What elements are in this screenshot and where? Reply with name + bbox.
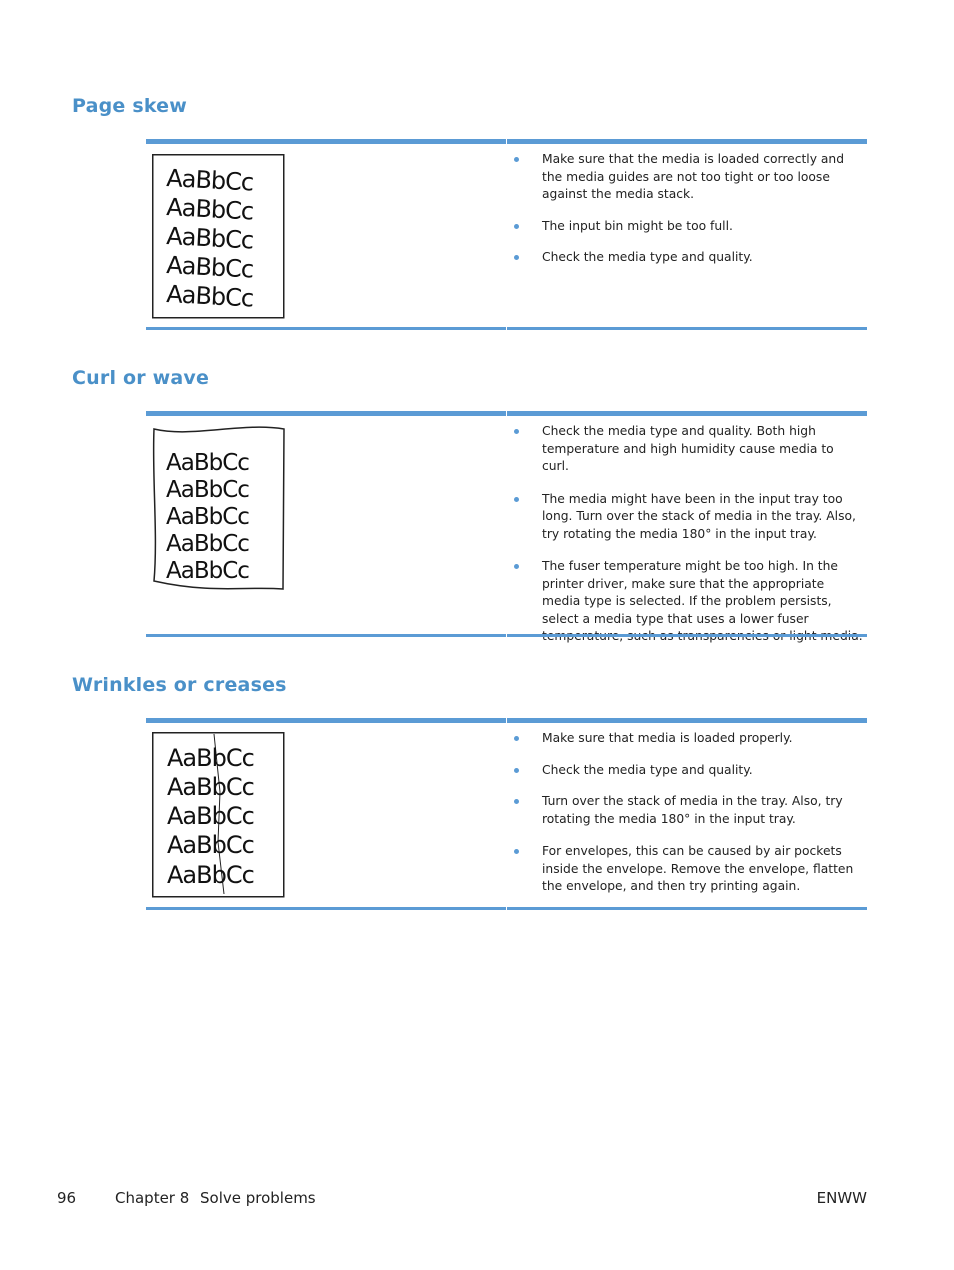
- sample-text-line: AaBbCc: [167, 802, 254, 830]
- section-title-wrinkles-or-creases: Wrinkles or creases: [72, 674, 287, 696]
- table-bottom-rule: [146, 907, 867, 910]
- sample-text-line: AaBbCc: [166, 504, 249, 530]
- footer-chapter-title: Solve problems: [200, 1189, 316, 1207]
- list-item: For envelopes, this can be caused by air pockets inside the envelope. Remove the envelope, flatten the envelope, and then try printing again.: [512, 843, 864, 896]
- table-top-rule: [146, 411, 867, 416]
- sample-text-line: AaBbCc: [165, 251, 254, 284]
- page-skew-sample-image: [152, 154, 286, 324]
- section-title-page-skew: Page skew: [72, 95, 188, 117]
- sample-text-line: AaBbCc: [167, 744, 254, 772]
- table-top-rule: [146, 139, 867, 144]
- footer-chapter: Chapter 8: [115, 1189, 190, 1207]
- list-item: Check the media type and quality. Both high temperature and high humidity cause media to curl.: [512, 423, 864, 476]
- curl-or-wave-table: [146, 411, 867, 639]
- page-skew-bullet-list: [512, 151, 864, 267]
- wrinkles-or-creases-sample-image: [152, 732, 286, 904]
- list-item: Turn over the stack of media in the tray. Also, try rotating the media 180° in the input tray.: [512, 793, 864, 828]
- table-bottom-rule: [146, 634, 867, 637]
- curl-or-wave-bullet-list: [512, 423, 864, 646]
- list-item: Check the media type and quality.: [512, 762, 864, 780]
- sample-text-line: AaBbCc: [166, 450, 249, 476]
- footer-page-number: 96: [57, 1189, 77, 1207]
- sample-text-line: AaBbCc: [166, 531, 249, 557]
- wrinkles-or-creases-bullet-list: [512, 730, 864, 896]
- sample-text-line: AaBbCc: [166, 558, 249, 584]
- sample-text-line: AaBbCc: [166, 477, 249, 503]
- sample-text-line: AaBbCc: [165, 164, 254, 197]
- sample-text-line: AaBbCc: [165, 193, 254, 226]
- sample-text-line: AaBbCc: [165, 280, 254, 313]
- section-title-curl-or-wave: Curl or wave: [72, 367, 210, 389]
- wrinkles-or-creases-table: [146, 718, 867, 913]
- list-item: Make sure that the media is loaded correctly and the media guides are not too tight or too loose against the media stack.: [512, 151, 864, 204]
- curl-or-wave-sample-image: [152, 426, 286, 598]
- footer-doc-code: ENWW: [816, 1189, 867, 1207]
- table-bottom-rule: [146, 327, 867, 330]
- table-top-rule: [146, 718, 867, 723]
- sample-text-line: AaBbCc: [165, 222, 254, 255]
- sample-text-line: AaBbCc: [167, 773, 254, 801]
- list-item: The fuser temperature might be too high. In the printer driver, make sure that the appropriate media type is selected. If the problem persists, select a media type that uses a lower fuser: [512, 558, 864, 646]
- sample-text-line: AaBbCc: [167, 831, 254, 859]
- sample-text-line: AaBbCc: [167, 861, 254, 889]
- list-item: Check the media type and quality.: [512, 249, 864, 267]
- list-item: The media might have been in the input tray too long. Turn over the stack of media in the tray. Also, try rotating the media 180° in the input tray.: [512, 491, 864, 544]
- list-item: Make sure that media is loaded properly.: [512, 730, 864, 748]
- list-item: The input bin might be too full.: [512, 218, 864, 236]
- page-skew-table: [146, 139, 867, 332]
